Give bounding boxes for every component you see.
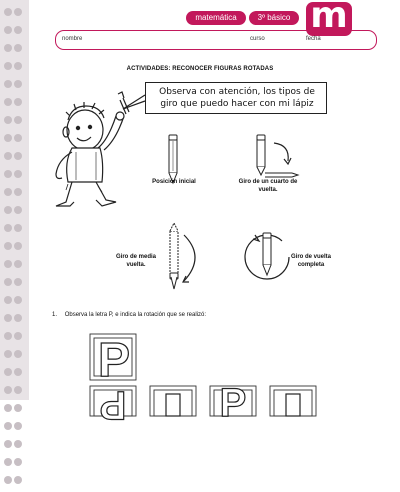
name-field-label: nombre bbox=[62, 36, 83, 42]
letter-p-rotated-4 bbox=[286, 394, 300, 416]
caption-half-turn: Giro de media vuelta. bbox=[115, 254, 156, 268]
strip-dot bbox=[4, 278, 12, 286]
strip-dot bbox=[14, 314, 22, 322]
date-field-label: fecha bbox=[306, 36, 321, 42]
strip-dot bbox=[4, 116, 12, 124]
question-text: Observa la letra P, e indica la rotación que se realizó: bbox=[64, 312, 206, 318]
strip-dot bbox=[14, 278, 22, 286]
strip-dot bbox=[14, 170, 22, 178]
strip-dot bbox=[14, 188, 22, 196]
letter-p-original: P bbox=[97, 334, 131, 387]
strip-dot bbox=[14, 296, 22, 304]
strip-dot bbox=[14, 98, 22, 106]
strip-dot bbox=[14, 80, 22, 88]
question-1 bbox=[52, 312, 206, 318]
strip-dot bbox=[14, 422, 22, 430]
side-strip bbox=[0, 0, 29, 400]
speech-bubble-text: Observa con atención, los tipos de giro que puedo hacer con mi lápiz bbox=[159, 87, 315, 109]
strip-dot bbox=[14, 116, 22, 124]
question-number: 1. bbox=[52, 312, 58, 318]
worksheet-title: ACTIVIDADES: RECONOCER FIGURAS ROTADAS bbox=[126, 66, 274, 72]
letter-p-rotated-2 bbox=[166, 394, 180, 416]
strip-dot bbox=[4, 152, 12, 160]
caption-quarter-turn: Giro de un cuarto de vuelta. bbox=[238, 179, 298, 193]
strip-dot bbox=[14, 242, 22, 250]
letter-p-rotated-1: P bbox=[99, 383, 127, 427]
strip-dot bbox=[4, 422, 12, 430]
strip-dot bbox=[14, 260, 22, 268]
strip-dot bbox=[4, 476, 12, 484]
strip-dot bbox=[14, 206, 22, 214]
strip-dot bbox=[4, 296, 12, 304]
strip-dot bbox=[14, 476, 22, 484]
strip-dot bbox=[14, 458, 22, 466]
strip-dot bbox=[4, 332, 12, 340]
strip-dot bbox=[4, 98, 12, 106]
strip-dot bbox=[14, 224, 22, 232]
strip-dot bbox=[14, 44, 22, 52]
strip-dot bbox=[4, 80, 12, 88]
strip-dot bbox=[14, 440, 22, 448]
strip-dot bbox=[4, 206, 12, 214]
strip-dot bbox=[14, 368, 22, 376]
strip-dot bbox=[4, 368, 12, 376]
letter-p-rotated-3: P bbox=[219, 381, 247, 425]
boy-illustration bbox=[50, 92, 140, 212]
strip-dot bbox=[14, 350, 22, 358]
pencil-half-turn bbox=[156, 223, 216, 293]
strip-dot bbox=[14, 404, 22, 412]
logo-letter: m bbox=[310, 0, 348, 36]
strip-dot bbox=[14, 8, 22, 16]
strip-dot bbox=[14, 134, 22, 142]
strip-dot bbox=[4, 260, 12, 268]
strip-dot bbox=[14, 332, 22, 340]
strip-dot bbox=[4, 458, 12, 466]
speech-bubble bbox=[145, 82, 327, 114]
strip-dot bbox=[4, 440, 12, 448]
strip-dot bbox=[4, 134, 12, 142]
dot-pattern bbox=[3, 6, 27, 492]
strip-dot bbox=[4, 404, 12, 412]
strip-dot bbox=[14, 386, 22, 394]
subject-badge: matemática bbox=[186, 11, 246, 25]
strip-dot bbox=[4, 188, 12, 196]
strip-dot bbox=[4, 44, 12, 52]
strip-dot bbox=[4, 224, 12, 232]
strip-dot bbox=[4, 242, 12, 250]
caption-initial-position: Posición inicial bbox=[152, 179, 196, 185]
strip-dot bbox=[4, 314, 12, 322]
strip-dot bbox=[4, 8, 12, 16]
strip-dot bbox=[4, 386, 12, 394]
strip-dot bbox=[14, 26, 22, 34]
strip-dot bbox=[4, 26, 12, 34]
rotation-letters bbox=[80, 324, 400, 427]
strip-dot bbox=[4, 350, 12, 358]
caption-full-turn: Giro de vuelta completa bbox=[290, 254, 331, 268]
strip-dot bbox=[14, 152, 22, 160]
grade-badge: 3º básico bbox=[249, 11, 299, 25]
course-field-label: curso bbox=[250, 36, 265, 42]
student-info-box bbox=[55, 30, 377, 50]
strip-dot bbox=[4, 170, 12, 178]
